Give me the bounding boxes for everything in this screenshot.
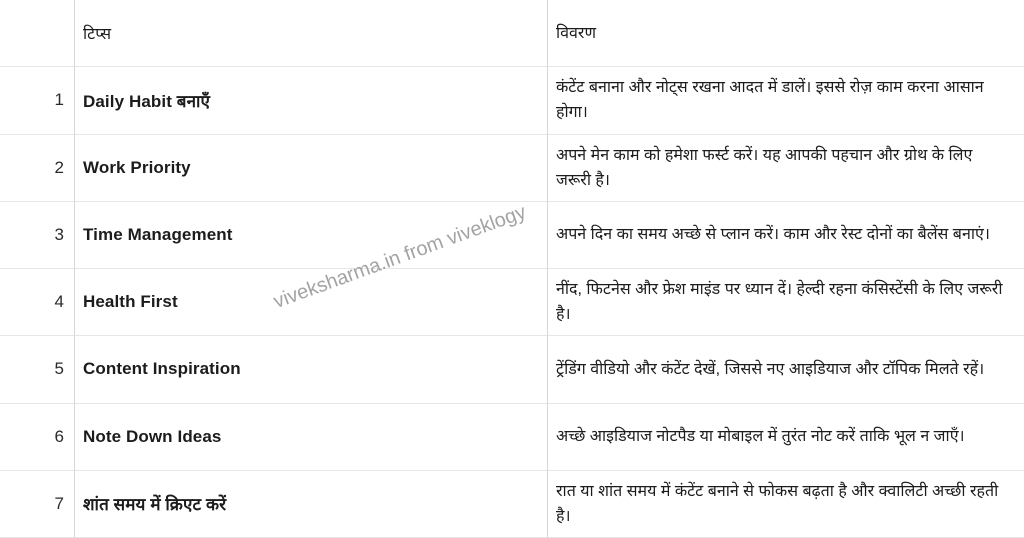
- tip-title: Content Inspiration: [83, 359, 241, 379]
- header-tips-cell: [75, 0, 548, 67]
- table-row-tip-cell: [75, 135, 548, 202]
- row-number: 5: [0, 336, 75, 403]
- tip-detail-text: कंटेंट बनाना और नोट्स रखना आदत में डालें। इससे रोज़ काम करना आसान होगा।: [556, 79, 984, 122]
- tip-detail: [548, 269, 1024, 336]
- row-number: 6: [0, 404, 75, 471]
- tip-title: Work Priority: [83, 157, 191, 177]
- tip-title: Time Management: [83, 224, 233, 244]
- row-number: 4: [0, 269, 75, 336]
- tip-detail: [548, 67, 1024, 134]
- row-number: 2: [0, 135, 75, 202]
- tip-detail-text: अपने मेन काम को हमेशा फर्स्ट करें। यह आपकी पहचान और ग्रोथ के लिए जरूरी है।: [556, 146, 973, 189]
- tip-title: शांत समय में क्रिएट करें: [83, 495, 227, 515]
- tip-detail-text: अपने दिन का समय अच्छे से प्लान करें। काम और रेस्ट दोनों का बैलेंस बनाएं।: [556, 226, 990, 244]
- tip-title: Health First: [83, 292, 178, 312]
- tip-detail-text: अच्छे आइडियाज नोटपैड या मोबाइल में तुरंत नोट करें ताकि भूल न जाएँ।: [556, 428, 965, 446]
- details-column-header: विवरण: [556, 24, 597, 42]
- table-row-tip-cell: [75, 202, 548, 269]
- table-row-tip-cell: [75, 471, 548, 538]
- tip-detail: [548, 471, 1024, 538]
- header-details-cell: [548, 0, 1024, 67]
- table-row-tip-cell: [75, 404, 548, 471]
- tip-detail-text: नींद, फिटनेस और फ्रेश माइंड पर ध्यान दें। हेल्दी रहना कंसिस्टेंसी के लिए जरूरी है।: [556, 281, 1003, 324]
- header-number-cell: [0, 0, 75, 67]
- tip-detail: [548, 135, 1024, 202]
- watermark-text: viveksharma.in from viveklogy: [270, 201, 529, 313]
- tip-detail: [548, 202, 1024, 269]
- table-row-tip-cell: [75, 67, 548, 134]
- table-row-tip-cell: [75, 269, 548, 336]
- tip-title: Daily Habit बनाएँ: [83, 91, 211, 111]
- tip-detail-text: रात या शांत समय में कंटेंट बनाने से फोकस बढ़ता है और क्वालिटी अच्छी रहती है।: [556, 482, 999, 525]
- tip-detail: [548, 404, 1024, 471]
- tip-detail-text: ट्रेंडिंग वीडियो और कंटेंट देखें, जिससे नए आइडियाज और टॉपिक मिलते रहें।: [556, 360, 985, 378]
- row-number: 7: [0, 471, 75, 538]
- row-number: 3: [0, 202, 75, 269]
- table-row-tip-cell: [75, 336, 548, 403]
- tip-detail: [548, 336, 1024, 403]
- row-number: 1: [0, 67, 75, 134]
- tips-column-header: टिप्स: [83, 26, 112, 44]
- tip-title: Note Down Ideas: [83, 426, 222, 446]
